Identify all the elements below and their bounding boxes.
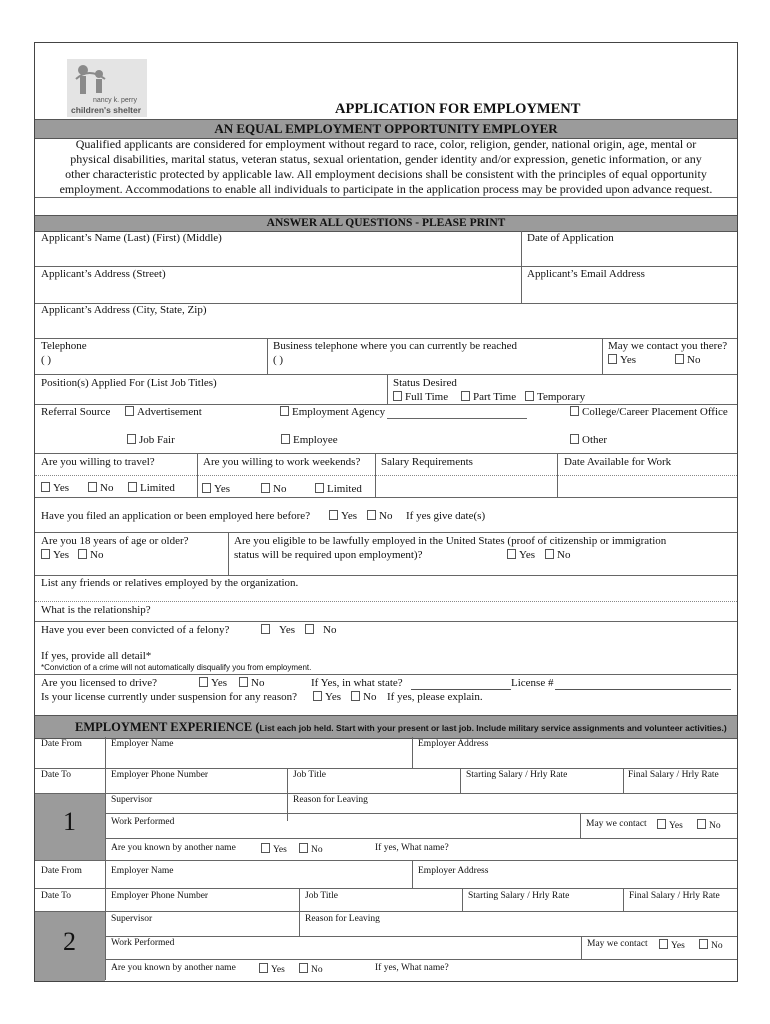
job2-final-salary-label: Final Salary / Hrly Rate (629, 891, 720, 901)
felony-label: Have you ever been convicted of a felony? (41, 624, 230, 636)
college-label: College/Career Placement Office (582, 406, 728, 418)
checkbox-icon (281, 434, 290, 444)
no-label: No (311, 845, 323, 855)
eligible-label-line1: Are you eligible to be lawfully employed in the United States (proof of citizenship or immigration (234, 535, 667, 547)
age18-yes[interactable] (41, 549, 69, 561)
yes-label: Yes (325, 691, 342, 703)
checkbox-icon (88, 482, 97, 492)
full-time-label: Full Time (405, 391, 449, 403)
no-label: No (100, 482, 114, 494)
license-number-field[interactable] (555, 676, 731, 690)
temporary-label: Temporary (537, 391, 586, 403)
business-telephone-field[interactable] (268, 339, 602, 373)
job1-final-salary-label: Final Salary / Hrly Rate (628, 770, 719, 780)
yes-label: Yes (53, 549, 70, 561)
job2-employer-phone-label: Employer Phone Number (111, 891, 209, 901)
job2-starting-salary-label: Starting Salary / Hrly Rate (468, 891, 570, 901)
checkbox-icon (202, 483, 211, 493)
job-fair-option[interactable] (127, 434, 175, 446)
street-label: Applicant’s Address (Street) (41, 268, 166, 280)
positions-field[interactable] (35, 375, 387, 403)
checkbox-icon (608, 354, 617, 364)
part-time-option[interactable] (461, 391, 516, 403)
may-contact-yes[interactable] (608, 354, 636, 366)
date-available-label: Date Available for Work (564, 456, 672, 468)
advertisement-label: Advertisement (137, 406, 202, 418)
checkbox-icon (125, 406, 134, 416)
eeo-heading: AN EQUAL EMPLOYMENT OPPORTUNITY EMPLOYER (35, 119, 737, 139)
employee-label: Employee (293, 434, 338, 446)
form-title: APPLICATION FOR EMPLOYMENT (335, 101, 581, 117)
please-explain-label: If yes, please explain. (387, 691, 483, 703)
job2-employer-name-label: Employer Name (111, 866, 174, 876)
job2-work-performed-label: Work Performed (111, 938, 175, 948)
employment-agency-option[interactable] (280, 406, 385, 418)
telephone-label: Telephone (41, 340, 87, 352)
checkbox-icon (41, 482, 50, 492)
name-label: Applicant’s Name (Last) (First) (Middle) (41, 232, 222, 244)
filed-before-label: Have you filed an application or been employed here before? (41, 510, 311, 522)
no-label: No (90, 549, 104, 561)
checkbox-icon (570, 406, 579, 416)
yes-label: Yes (279, 624, 296, 636)
job1-supervisor-label: Supervisor (111, 795, 153, 805)
checkbox-icon (461, 391, 470, 401)
telephone-paren: ( ) (41, 354, 52, 366)
logo-line1: nancy k. perry (93, 97, 137, 104)
email-field[interactable] (522, 267, 737, 302)
job1-employer-phone-label: Employer Phone Number (111, 770, 209, 780)
licensed-no[interactable] (239, 677, 264, 689)
job1-employer-address-label: Employer Address (418, 739, 489, 749)
checkbox-icon (675, 354, 684, 364)
checkbox-icon (128, 482, 137, 492)
weekends-no[interactable] (261, 483, 286, 495)
job-fair-label: Job Fair (139, 434, 175, 446)
checkbox-icon (393, 391, 402, 401)
checkbox-icon (659, 939, 668, 949)
checkbox-icon (239, 677, 248, 687)
checkbox-icon (261, 624, 270, 634)
yes-label: Yes (671, 941, 685, 951)
college-option[interactable] (570, 406, 728, 418)
job1-another-name-label: Are you known by another name (111, 843, 236, 853)
job1-reason-leaving-label: Reason for Leaving (293, 795, 368, 805)
job1-job-title-label: Job Title (293, 770, 327, 780)
filed-before-dates-label: If yes give date(s) (406, 510, 486, 522)
eligible-yes[interactable] (507, 549, 535, 561)
checkbox-icon (367, 510, 376, 520)
no-label: No (379, 510, 393, 522)
eeo-line: Qualified applicants are considered for employment without regard to race, color, religion, gender, national origin, age, mental or (75, 137, 697, 151)
yes-label: Yes (341, 510, 358, 522)
checkbox-icon (127, 434, 136, 444)
job1-may-we-contact-label: May we contact (586, 819, 647, 829)
employment-agency-label: Employment Agency (292, 406, 386, 418)
children-figure-icon (73, 63, 113, 99)
no-label: No (711, 941, 723, 951)
job1-contact-no[interactable] (697, 819, 721, 831)
felony-no[interactable] (305, 624, 336, 636)
job2-number: 2 (63, 927, 76, 956)
checkbox-icon (329, 510, 338, 520)
job1-employer-name-label: Employer Name (111, 739, 174, 749)
job2-date-from-label: Date From (41, 866, 82, 876)
weekends-limited[interactable] (315, 483, 362, 495)
job2-contact-no[interactable] (699, 939, 723, 951)
checkbox-icon (280, 406, 289, 416)
business-telephone-paren: ( ) (273, 354, 284, 366)
job2-contact-yes[interactable] (659, 939, 685, 951)
weekends-yes[interactable] (202, 483, 230, 495)
what-state-field[interactable] (411, 676, 511, 690)
yes-label: Yes (214, 483, 231, 495)
felony-detail-label: If yes, provide all detail* (41, 650, 152, 662)
part-time-label: Part Time (473, 391, 517, 403)
limited-label: Limited (327, 483, 362, 495)
conviction-note: *Conviction of a crime will not automatically disqualify you from employment. (41, 663, 312, 672)
employee-option[interactable] (281, 434, 338, 446)
city-state-zip-label: Applicant’s Address (City, State, Zip) (41, 304, 207, 316)
eligible-no[interactable] (545, 549, 570, 561)
referral-source-label: Referral Source (41, 406, 111, 418)
yes-label: Yes (271, 965, 285, 975)
positions-label: Position(s) Applied For (List Job Titles) (41, 377, 217, 389)
job2-another-name-no[interactable] (299, 963, 323, 975)
felony-yes[interactable] (261, 624, 295, 636)
relationship-label: What is the relationship? (41, 604, 151, 616)
no-label: No (273, 483, 287, 495)
licensed-label: Are you licensed to drive? (41, 677, 158, 689)
license-number-label: License # (511, 677, 554, 689)
friends-field[interactable] (35, 576, 737, 602)
city-state-zip-field[interactable] (35, 303, 737, 338)
eligible-label-line2: status will be required upon employment)? (234, 549, 423, 561)
yes-label: Yes (211, 677, 228, 689)
job2-employer-address-label: Employer Address (418, 866, 489, 876)
no-label: No (363, 691, 377, 703)
eeo-line: other characteristic protected by applicable law. All employment decisions shall be consistent with the principles of equal opportunity (65, 167, 707, 181)
employment-heading-note: List each job held. Start with your present or last job. Include military service assignments and volunteer activities.) (259, 723, 727, 733)
checkbox-icon (299, 963, 308, 973)
date-of-application-label: Date of Application (527, 232, 614, 244)
checkbox-icon (570, 434, 579, 444)
no-label: No (251, 677, 265, 689)
may-contact-no[interactable] (675, 354, 700, 366)
job1-starting-salary-label: Starting Salary / Hrly Rate (466, 770, 568, 780)
street-field[interactable] (35, 267, 521, 302)
yes-label: Yes (669, 821, 683, 831)
job2-supervisor-label: Supervisor (111, 914, 153, 924)
checkbox-icon (78, 549, 87, 559)
job2-reason-leaving-label: Reason for Leaving (305, 914, 380, 924)
other-label: Other (582, 434, 608, 446)
telephone-field[interactable] (35, 339, 267, 373)
job1-date-from-label: Date From (41, 739, 82, 749)
job1-number: 1 (63, 807, 76, 836)
suspension-no[interactable] (351, 691, 376, 703)
travel-no[interactable] (88, 482, 113, 494)
suspension-yes[interactable] (313, 691, 341, 703)
job2-what-name-label: If yes, What name? (375, 963, 449, 973)
checkbox-icon (261, 843, 270, 853)
job1-contact-yes[interactable] (657, 819, 683, 831)
business-telephone-label: Business telephone where you can currently be reached (273, 340, 518, 352)
yes-label: Yes (53, 482, 70, 494)
limited-label: Limited (140, 482, 175, 494)
age18-label: Are you 18 years of age or older? (41, 535, 189, 547)
checkbox-icon (545, 549, 554, 559)
travel-label: Are you willing to travel? (41, 456, 155, 468)
advertisement-option[interactable] (125, 406, 202, 418)
weekends-label: Are you willing to work weekends? (203, 456, 361, 468)
no-label: No (709, 821, 721, 831)
checkbox-icon (299, 843, 308, 853)
checkbox-icon (351, 691, 360, 701)
checkbox-icon (259, 963, 268, 973)
job1-work-performed-label: Work Performed (111, 817, 175, 827)
eeo-line: physical disabilities, marital status, veteran status, sexual orientation, gender identity and/or expression, genetic information, or any (70, 152, 702, 166)
suspension-label: Is your license currently under suspension for any reason? (41, 691, 297, 703)
checkbox-icon (525, 391, 534, 401)
date-of-application-field[interactable] (522, 231, 737, 265)
filed-before-yes[interactable] (329, 510, 357, 522)
eeo-text (35, 137, 737, 197)
yes-label: Yes (620, 354, 637, 366)
job1-what-name-label: If yes, What name? (375, 843, 449, 853)
temporary-option[interactable] (525, 391, 585, 403)
eeo-line: employment. Accommodations to enable all individuals to participate in the application process may be provided upon advance request. (59, 182, 713, 196)
job2-job-title-label: Job Title (305, 891, 339, 901)
logo-line2: children's shelter (71, 105, 142, 115)
full-time-option[interactable] (393, 391, 448, 403)
checkbox-icon (507, 549, 516, 559)
age18-no[interactable] (78, 549, 103, 561)
job2-another-name-label: Are you known by another name (111, 963, 236, 973)
travel-yes[interactable] (41, 482, 69, 494)
travel-limited[interactable] (128, 482, 175, 494)
name-field[interactable] (35, 231, 521, 265)
checkbox-icon (305, 624, 314, 634)
yes-label: Yes (519, 549, 536, 561)
answer-heading: ANSWER ALL QUESTIONS - PLEASE PRINT (35, 215, 737, 232)
other-option[interactable] (570, 434, 607, 446)
checkbox-icon (315, 483, 324, 493)
job1-another-name-yes[interactable] (261, 843, 287, 855)
no-label: No (557, 549, 571, 561)
status-desired-label: Status Desired (393, 377, 457, 389)
relationship-field[interactable] (35, 602, 737, 620)
employment-heading-title: EMPLOYMENT EXPERIENCE ( (75, 720, 260, 734)
application-form (34, 42, 738, 982)
checkbox-icon (41, 549, 50, 559)
no-label: No (323, 624, 337, 636)
friends-label: List any friends or relatives employed by the organization. (41, 577, 299, 589)
shelter-logo (67, 59, 147, 117)
job2-may-we-contact-label: May we contact (587, 939, 648, 949)
email-label: Applicant’s Email Address (527, 268, 645, 280)
job1-another-name-no[interactable] (299, 843, 323, 855)
salary-requirements-label: Salary Requirements (381, 456, 473, 468)
checkbox-icon (657, 819, 666, 829)
employment-heading (35, 715, 737, 739)
what-state-label: If Yes, in what state? (311, 677, 403, 689)
no-label: No (311, 965, 323, 975)
checkbox-icon (199, 677, 208, 687)
checkbox-icon (699, 939, 708, 949)
checkbox-icon (313, 691, 322, 701)
yes-label: Yes (273, 845, 287, 855)
filed-before-no[interactable] (367, 510, 392, 522)
job2-another-name-yes[interactable] (259, 963, 285, 975)
checkbox-icon (261, 483, 270, 493)
job2-date-to-label: Date To (41, 891, 72, 901)
checkbox-icon (697, 819, 706, 829)
no-label: No (687, 354, 701, 366)
may-contact-label: May we contact you there? (608, 340, 728, 352)
job1-date-to-label: Date To (41, 770, 72, 780)
licensed-yes[interactable] (199, 677, 227, 689)
